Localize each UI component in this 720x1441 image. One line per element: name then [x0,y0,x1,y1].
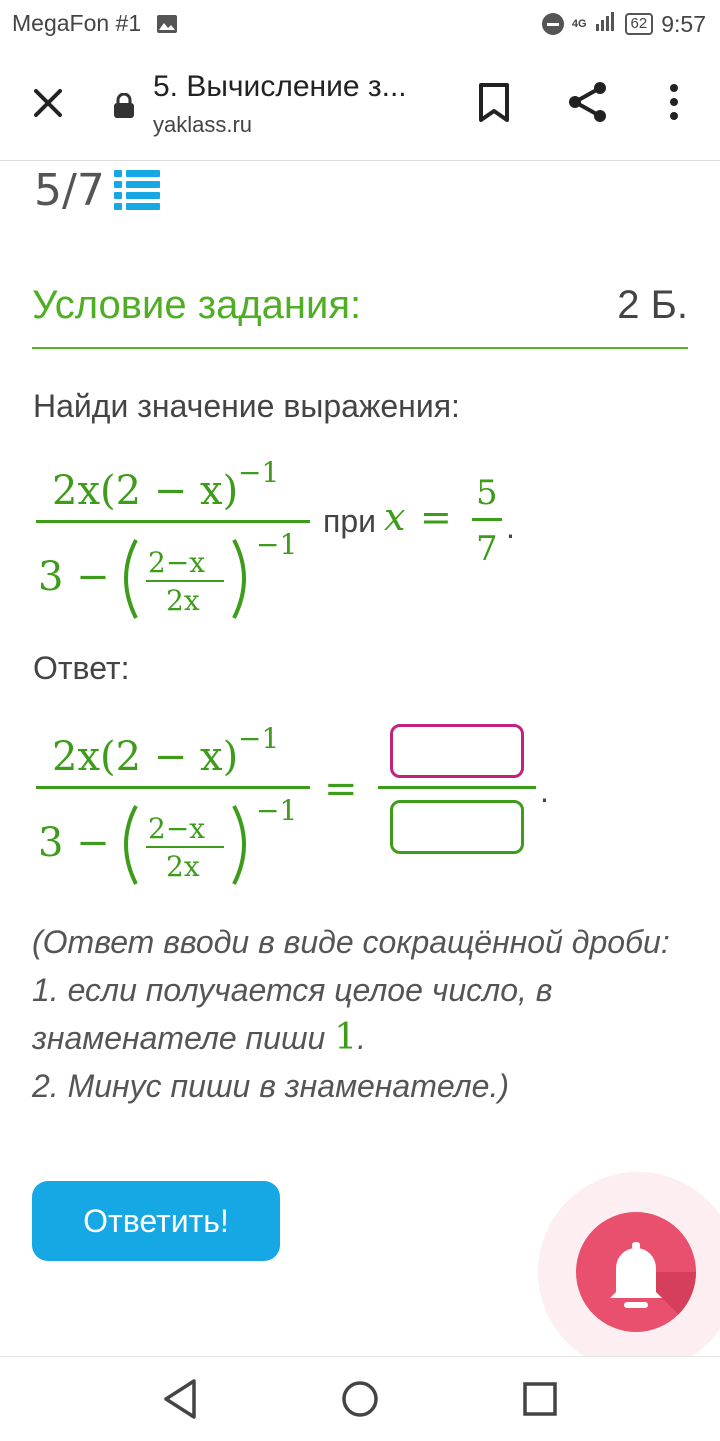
task-header [32,283,688,349]
x-value-denominator: 7 [476,529,498,569]
answer-numerator-input[interactable] [390,724,524,778]
status-bar [0,0,720,50]
expr2-numerator: 2x(2 − x) [52,734,239,780]
home-icon[interactable] [340,1377,380,1426]
browser-toolbar [0,50,720,161]
x-value-numerator: 5 [476,473,498,513]
hint-line-4: 2. Минус пиши в знаменателе.) [32,1068,509,1104]
progress-current: 5 [34,165,62,216]
expression-period: . [506,509,515,545]
answer-expression-fraction [30,714,320,894]
hint-line-3-text: знаменателе пиши [32,1020,326,1056]
expr-right-paren [234,540,244,618]
x-value-expression [380,466,530,576]
task-prompt: Найди значение выражения: [33,388,460,424]
page-url[interactable]: yaklass.ru [153,112,253,137]
answer-label: Ответ: [33,650,130,686]
expr-inner-denominator: 2x [166,584,200,617]
expr-fraction-bar [36,520,310,523]
condition-word: при [323,503,376,539]
bell-icon [576,1212,696,1332]
expr2-left-paren [126,806,136,884]
expr2-denominator-exponent: −1 [256,794,298,827]
progress-total: 7 [76,165,105,216]
list-icon[interactable] [114,170,162,217]
answer-equals-sign: = [324,766,358,812]
system-navigation-bar [0,1356,720,1441]
expr-inner-numerator: 2−x [148,546,206,579]
hint-line-3-period: . [357,1020,366,1056]
bookmark-icon[interactable] [472,80,516,124]
task-progress [34,165,105,216]
expr-inner-bar [146,580,224,582]
close-icon[interactable] [28,83,68,123]
submit-answer-button[interactable]: Ответить! [32,1181,280,1261]
carrier-name: MegaFon #1 [12,10,142,36]
network-type: 4G [571,18,587,30]
expr2-numerator-exponent: −1 [238,722,280,755]
expr2-inner-numerator: 2−x [148,812,206,845]
answer-denominator-input[interactable] [390,800,524,854]
expr-left-paren [126,540,136,618]
task-heading: Условие задания: [32,283,362,327]
hint-one-value: 1 [334,1017,358,1058]
answer-period: . [540,773,549,809]
battery-level: 62 [625,13,654,35]
expr2-inner-bar [146,846,224,848]
more-icon[interactable] [652,80,696,124]
expr2-inner-denominator: 2x [166,850,200,883]
equals-sign: = [420,495,452,539]
notifications-button[interactable] [576,1212,696,1332]
expr-numerator: 2x(2 − x) [52,468,239,514]
answer-hint [32,918,692,1110]
lock-icon [113,93,135,124]
task-points: 2 Б. [617,283,688,327]
expr2-fraction-bar [36,786,310,789]
hint-line-3 [32,1014,692,1062]
signal-icon [595,10,617,38]
progress-separator: / [62,165,77,216]
x-value-bar [472,518,502,521]
expr2-denominator-left: 3 − [38,820,110,866]
clock: 9:57 [661,10,706,37]
hint-line-1: (Ответ вводи в виде сокращённой дроби: [32,924,670,960]
expression-fraction [30,448,320,628]
hint-line-2: 1. если получается целое число, в [32,972,553,1008]
recents-icon[interactable] [520,1377,560,1426]
back-icon[interactable] [160,1377,200,1426]
variable-x: x [384,495,406,539]
answer-fraction-bar [378,786,536,789]
expr-numerator-exponent: −1 [238,456,280,489]
expr-denominator-exponent: −1 [256,528,298,561]
expr-denominator-left: 3 − [38,554,110,600]
page-title[interactable]: 5. Вычисление з... [153,70,407,103]
do-not-disturb-icon [542,13,564,35]
gallery-notification-icon [156,14,178,39]
share-icon[interactable] [566,80,610,124]
expr2-right-paren [234,806,244,884]
